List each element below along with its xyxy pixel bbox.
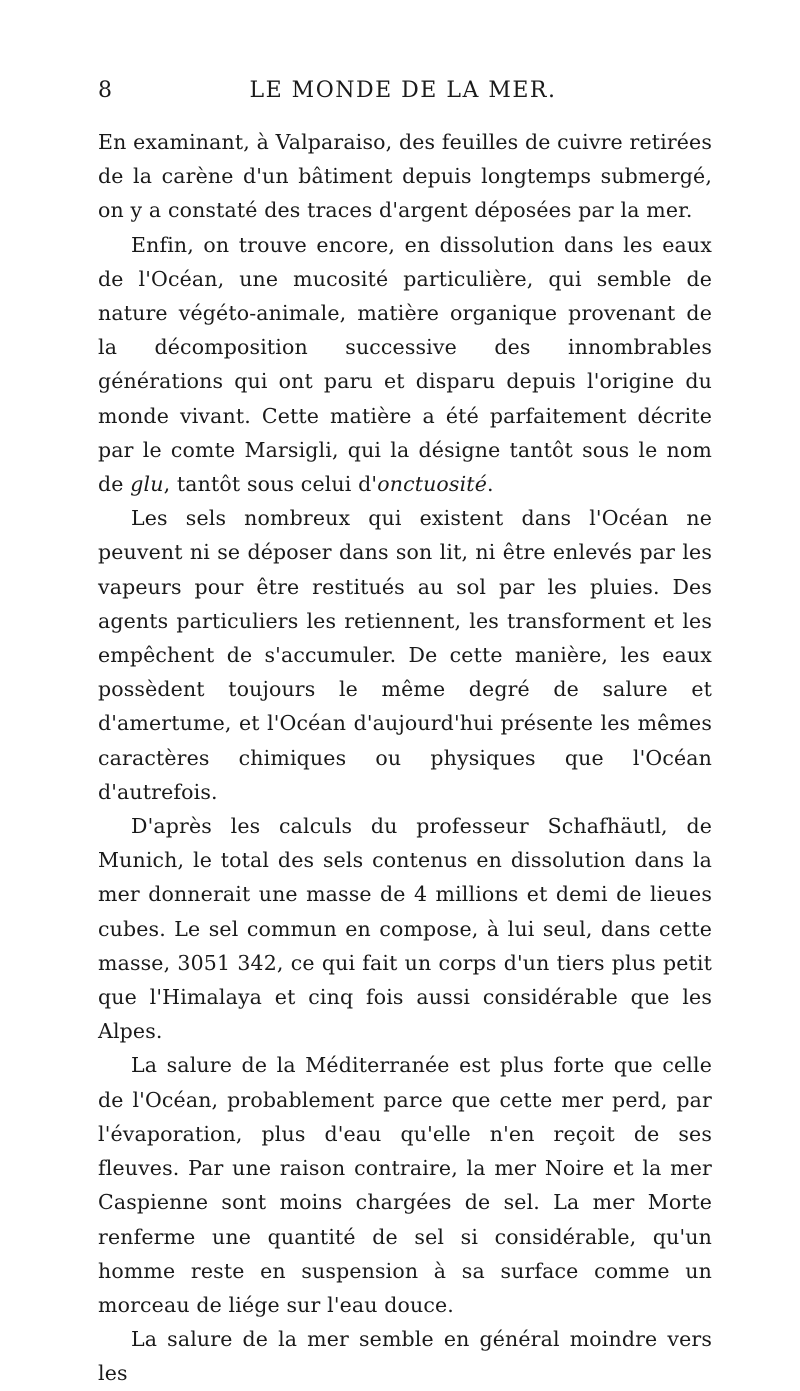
paragraph-6: La salure de la mer semble en général moindre vers les — [98, 1327, 712, 1386]
page-number: 8 — [98, 78, 113, 103]
paragraph-4: D'après les calculs du professeur Schafhäutl, de Munich, le total des sels contenus en dissolution dans la mer donnerait une masse de 4 millions et demi de lieues cubes. Le sel commun en compose, à lui seul, dans cette masse, 3051 342, ce qui fait un corps d'un tiers plus petit que l'Himalaya et cinq fois aussi considérable que les Alpes. — [98, 814, 712, 1044]
paragraph-2 — [98, 228, 712, 502]
running-title: LE MONDE DE LA MER. — [249, 78, 557, 103]
paragraph-1: En examinant, à Valparaiso, des feuilles de cuivre retirées de la carène d'un bâtiment depuis longtemps submergé, on y a constaté des traces d'argent déposées par la mer. — [98, 130, 712, 223]
paragraph-2-end: . — [486, 472, 494, 497]
paragraph-2-middle: , tantôt sous celui d' — [163, 472, 378, 497]
term-onctuosite: onctuosité — [377, 472, 487, 497]
body-text — [98, 125, 712, 1391]
running-head — [98, 78, 708, 108]
paragraph-3: Les sels nombreux qui existent dans l'Océan ne peuvent ni se déposer dans son lit, ni être enlevés par les vapeurs pour être restitués au sol par les pluies. Des agents particuliers les retiennent, les transforment et les empêchent de s'accumuler. De cette manière, les eaux possèdent toujours le même degré de salure et d'amertume, et l'Océan d'aujourd'hui présente les mêmes caractères chimiques ou physiques que l'Océan d'autrefois. — [98, 506, 712, 804]
paragraph-5: La salure de la Méditerranée est plus forte que celle de l'Océan, probablement parce que cette mer perd, par l'évaporation, plus d'eau qu'elle n'en reçoit de ses fleuves. Par une raison contraire, la mer Noire et la mer Caspienne sont moins chargées de sel. La mer Morte renferme une quantité de sel si considérable, qu'un homme reste en suspension à sa surface comme un morceau de liége sur l'eau douce. — [98, 1053, 712, 1317]
term-glu: glu — [130, 472, 164, 497]
paragraph-2-text: Enfin, on trouve encore, en dissolution dans les eaux de l'Océan, une mucosité particulière, qui semble de nature végéto-animale, matière organique provenant de la décomposition successive des innombrables générations qui ont paru et disparu depuis l'origine du monde vivant. Cette matière a été parfaitement décrite par le comte Marsigli, qui la désigne tantôt sous le nom de — [98, 232, 712, 497]
